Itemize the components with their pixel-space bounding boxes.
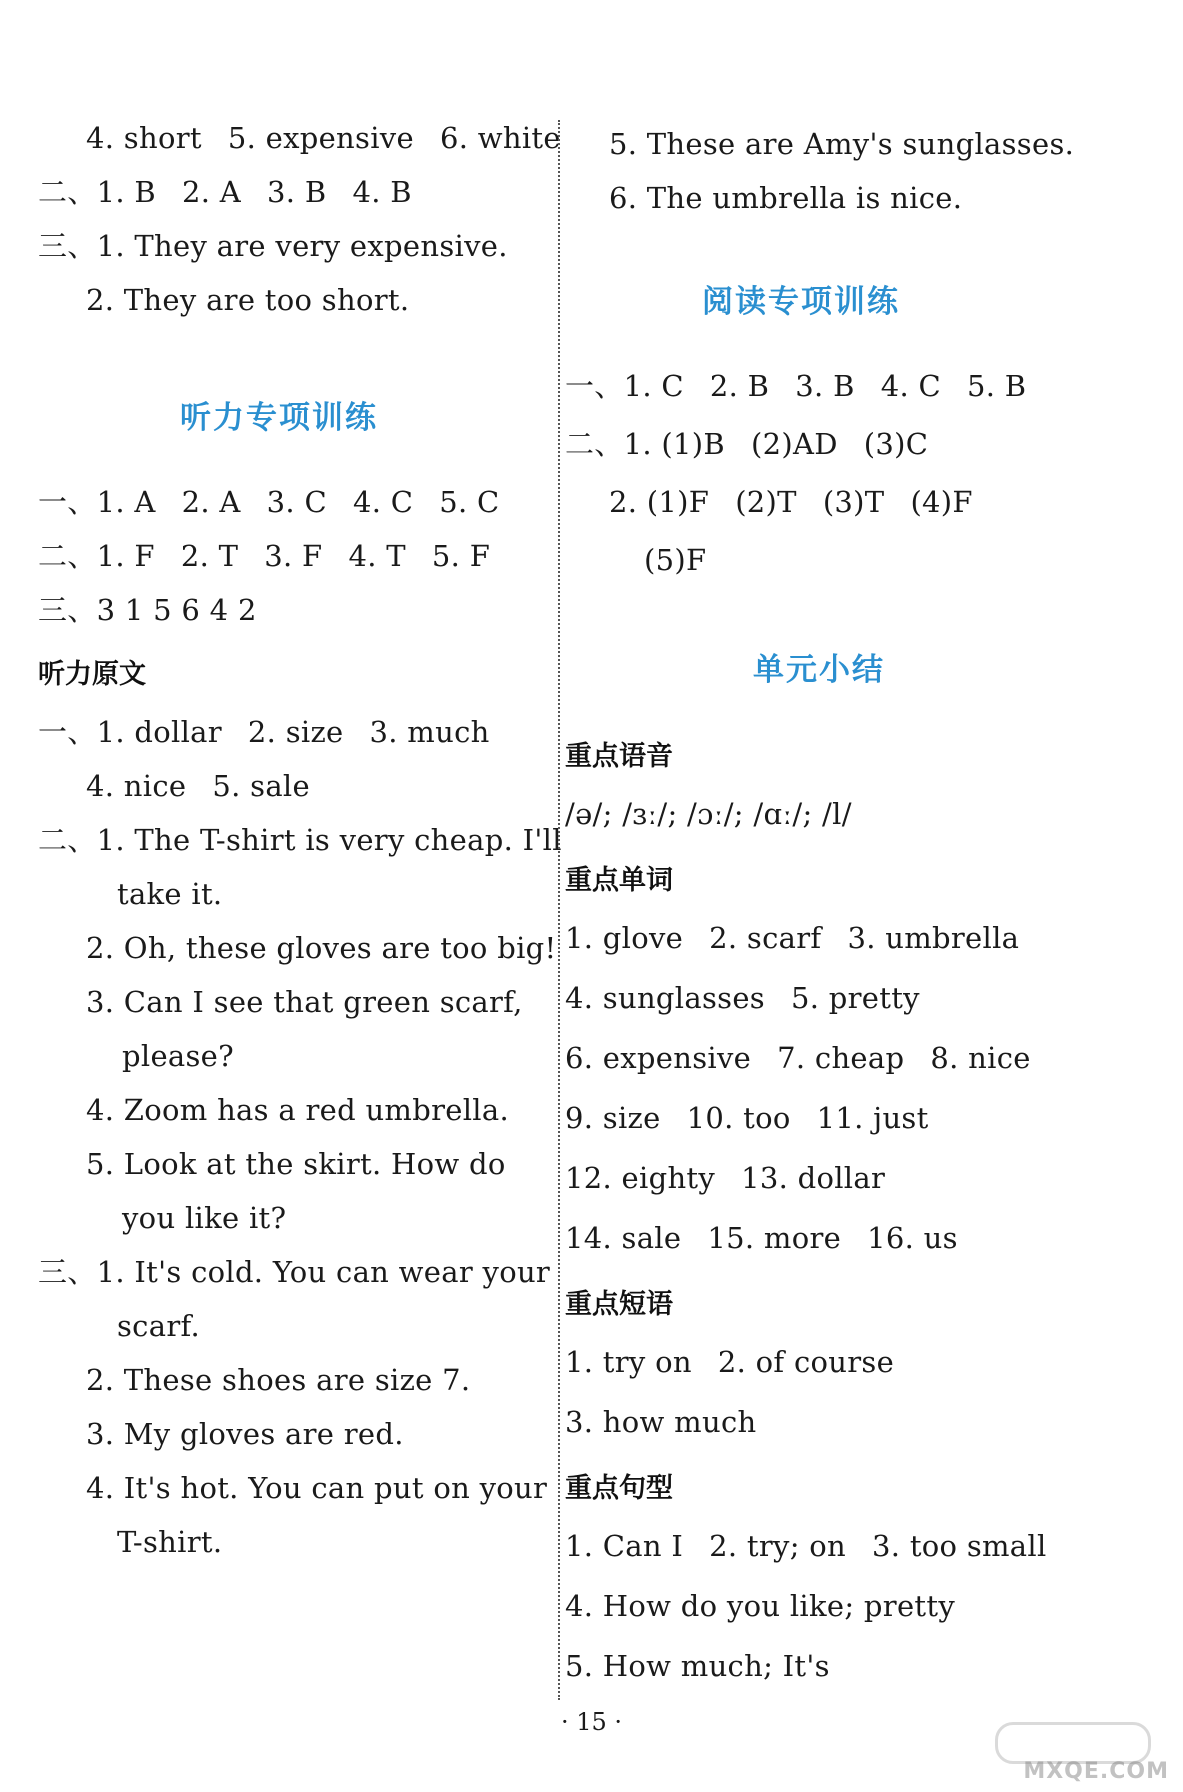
answer-item: 一、1. C — [565, 369, 684, 403]
answer-item: 5. expensive — [227, 121, 414, 155]
answer-line — [86, 982, 523, 1022]
answer-item: 二、1. (1)B — [565, 427, 725, 461]
answer-line — [565, 1158, 885, 1198]
answer-line — [565, 794, 852, 834]
answer-item: 二、1. F — [38, 539, 155, 573]
answer-line — [86, 1468, 547, 1508]
answer-item: (3)C — [863, 427, 929, 461]
answer-item: 2. A — [181, 485, 241, 519]
heading-transcript: 听力原文 — [38, 659, 146, 690]
answer-line — [565, 366, 1026, 406]
answer-item: 5. pretty — [790, 981, 920, 1015]
answer-item: 1. try on — [565, 1345, 692, 1379]
answer-item: 2. scarf — [709, 921, 822, 955]
answer-item: 2. B — [709, 369, 770, 403]
answer-item: 5. F — [431, 539, 491, 573]
answer-item: 二、1. B — [38, 175, 156, 209]
answer-line — [565, 1646, 830, 1686]
answer-line — [609, 178, 962, 218]
answer-item: 2. (1)F — [609, 485, 710, 519]
answer-line — [117, 1522, 222, 1562]
answer-item: 5. These are Amy's sunglasses. — [609, 127, 1075, 161]
answer-item: 7. cheap — [777, 1041, 905, 1075]
watermark-text: MXQE.COM — [1023, 1759, 1169, 1784]
answer-line — [565, 1098, 929, 1138]
answer-item: 2. A — [182, 175, 242, 209]
answer-item: 4. B — [352, 175, 412, 209]
answer-item: 4. sunglasses — [565, 981, 765, 1015]
answer-line — [86, 928, 556, 968]
answer-item: 16. us — [867, 1221, 958, 1255]
answer-line — [565, 1526, 1047, 1566]
answer-item: 3. too small — [872, 1529, 1047, 1563]
answer-item: 4. nice — [86, 769, 187, 803]
answer-item: 2. Oh, these gloves are too big! — [86, 931, 557, 965]
answer-item: (2)T — [735, 485, 797, 519]
answer-item: (4)F — [910, 485, 973, 519]
answer-item: 5. sale — [212, 769, 310, 803]
answer-item: T-shirt. — [117, 1525, 223, 1559]
answer-item: 4. T — [348, 539, 406, 573]
answer-item: you like it? — [122, 1201, 287, 1235]
answer-item: 2. try; on — [709, 1529, 847, 1563]
answer-item: 4. C — [880, 369, 941, 403]
answer-line — [38, 712, 490, 752]
answer-line — [86, 766, 310, 806]
answer-item: (2)AD — [750, 427, 838, 461]
answer-item: 3. My gloves are red. — [86, 1417, 404, 1451]
answer-item: 3. much — [369, 715, 490, 749]
answer-item: 三、3 1 5 6 4 2 — [38, 593, 257, 627]
answer-item: 6. The umbrella is nice. — [609, 181, 963, 215]
answer-line — [38, 172, 412, 212]
answer-line — [86, 1144, 506, 1184]
answer-line — [565, 1586, 955, 1626]
answer-item: (3)T — [822, 485, 885, 519]
answer-item: 4. Zoom has a red umbrella. — [86, 1093, 509, 1127]
answer-item: 1. Can I — [565, 1529, 684, 1563]
answer-item: 3. umbrella — [847, 921, 1020, 955]
answer-line — [86, 280, 409, 320]
answer-line — [117, 1306, 200, 1346]
answer-item: 2. of course — [717, 1345, 895, 1379]
answer-item: take it. — [117, 877, 223, 911]
answer-line — [38, 1252, 550, 1292]
answer-line — [38, 226, 508, 266]
answer-line — [565, 1038, 1031, 1078]
answer-item: 5. Look at the skirt. How do — [86, 1147, 506, 1181]
answer-line — [565, 918, 1019, 958]
answer-item: (5)F — [644, 543, 707, 577]
answer-item: 5. B — [966, 369, 1027, 403]
answer-line — [644, 540, 706, 580]
answer-item: /ə/; /ɜː/; /ɔː/; /ɑː/; /l/ — [565, 797, 852, 831]
answer-item: 三、1. It's cold. You can wear your — [38, 1255, 551, 1289]
answer-line — [86, 118, 561, 158]
answer-item: 3. F — [264, 539, 323, 573]
answer-line — [122, 1198, 286, 1238]
answer-item: 10. too — [686, 1101, 791, 1135]
answer-item: scarf. — [117, 1309, 200, 1343]
answer-line — [122, 1036, 234, 1076]
answer-item: 1. glove — [565, 921, 684, 955]
watermark-badge-icon — [995, 1722, 1151, 1764]
answer-item: 12. eighty — [565, 1161, 716, 1195]
answer-line — [38, 590, 257, 630]
answer-line — [38, 536, 490, 576]
answer-item: 4. C — [352, 485, 414, 519]
answer-item: 二、1. The T-shirt is very cheap. I'll — [38, 823, 562, 857]
answer-item: 6. white — [439, 121, 561, 155]
answer-item: 3. B — [795, 369, 855, 403]
answer-line — [565, 1218, 958, 1258]
heading-phrases: 重点短语 — [565, 1289, 673, 1320]
answer-item: 8. nice — [930, 1041, 1031, 1075]
answer-item: 3. Can I see that green scarf, — [86, 985, 523, 1019]
section-title-summary: 单元小结 — [753, 652, 885, 688]
heading-sentences: 重点句型 — [565, 1473, 673, 1504]
answer-line — [565, 1342, 894, 1382]
answer-item: 5. C — [439, 485, 500, 519]
answer-item: 三、1. They are very expensive. — [38, 229, 508, 263]
answer-item: 14. sale — [565, 1221, 682, 1255]
answer-item: 4. It's hot. You can put on your — [86, 1471, 548, 1505]
answer-line — [565, 978, 920, 1018]
section-title-reading: 阅读专项训练 — [702, 284, 900, 320]
answer-item: 9. size — [565, 1101, 661, 1135]
answer-line — [38, 482, 500, 522]
answer-item: 一、1. dollar — [38, 715, 222, 749]
answer-line — [86, 1414, 404, 1454]
answer-item: 2. T — [180, 539, 239, 573]
answer-item: 一、1. A — [38, 485, 156, 519]
answer-item: 5. How much; It's — [565, 1649, 830, 1683]
answer-item: 13. dollar — [741, 1161, 886, 1195]
answer-item: 3. B — [267, 175, 327, 209]
heading-phonics: 重点语音 — [565, 741, 673, 772]
answer-line — [565, 424, 928, 464]
answer-item: 3. how much — [565, 1405, 757, 1439]
answer-line — [86, 1360, 470, 1400]
answer-item: 2. size — [247, 715, 344, 749]
answer-item: 4. short — [86, 121, 202, 155]
answer-item: please? — [122, 1039, 234, 1073]
page-number: · 15 · — [560, 1708, 623, 1736]
watermark-logo — [994, 1722, 1169, 1784]
answer-line — [86, 1090, 509, 1130]
answer-item: 4. How do you like; pretty — [565, 1589, 956, 1623]
answer-item: 2. These shoes are size 7. — [86, 1363, 471, 1397]
answer-line — [609, 482, 973, 522]
heading-words: 重点单词 — [565, 865, 673, 896]
answer-item: 6. expensive — [565, 1041, 752, 1075]
section-title-listening: 听力专项训练 — [180, 400, 378, 436]
answer-line — [117, 874, 222, 914]
column-divider — [558, 120, 560, 1700]
answer-line — [565, 1402, 756, 1442]
answer-item: 15. more — [707, 1221, 842, 1255]
answer-item: 11. just — [816, 1101, 929, 1135]
answer-item: 2. They are too short. — [86, 283, 410, 317]
answer-line — [38, 820, 562, 860]
answer-line — [609, 124, 1074, 164]
answer-item: 3. C — [266, 485, 327, 519]
